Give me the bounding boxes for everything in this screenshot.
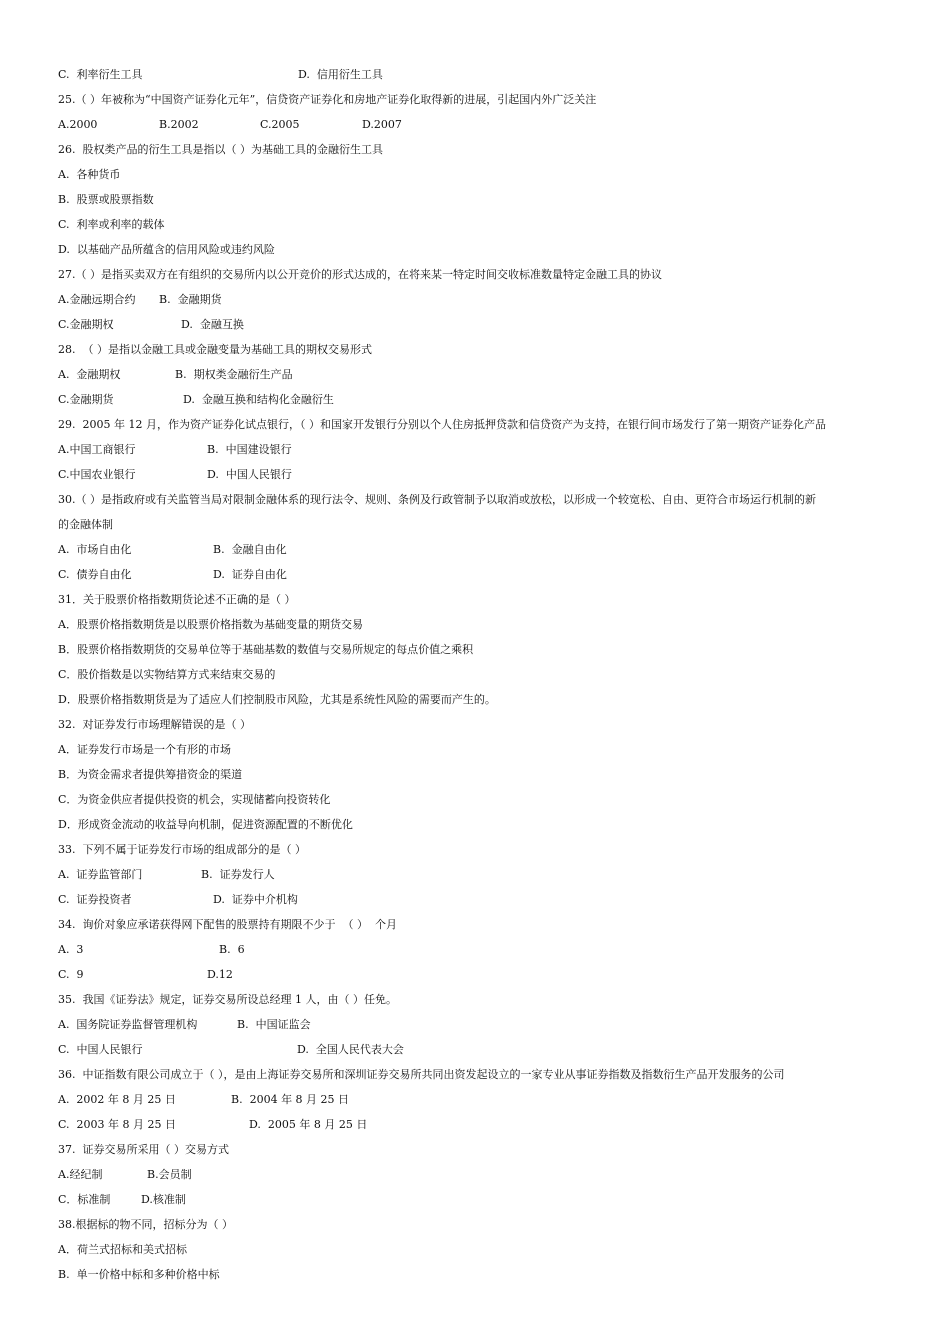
option-a: A. 金融期权	[58, 368, 121, 381]
option-c: C.中国农业银行	[58, 468, 136, 481]
option-a: A. 2002 年 8 月 25 日	[58, 1093, 176, 1106]
option-d: D. 全国人民代表大会	[297, 1043, 404, 1056]
option-a: A.2000	[58, 118, 98, 131]
option-c: C.金融期货	[58, 393, 114, 406]
question-text: 29. 2005 年 12 月，作为资产证券化试点银行，（ ）和国家开发银行分别以个人住房抵押贷款和信贷资产为支持，在银行间市场发行了第一期资产证券化产品	[58, 418, 826, 431]
option-b: B. 单一价格中标和多种价格中标	[58, 1268, 220, 1281]
question-text: 33. 下列不属于证券发行市场的组成部分的是（ ）	[58, 843, 306, 856]
option-b: B. 6	[219, 943, 245, 956]
option-line	[58, 812, 353, 837]
question-35	[58, 987, 397, 1012]
option-b: B. 金融期货	[159, 293, 222, 306]
option-a: A．股票价格指数期货是以股票价格指数为基础变量的期货交易	[58, 618, 363, 631]
option-d: D. 金融互换	[181, 318, 244, 331]
question-text: 26. 股权类产品的衍生工具是指以（ ）为基础工具的金融衍生工具	[58, 143, 383, 156]
option-line	[58, 212, 165, 237]
question-30	[58, 487, 816, 512]
option-line	[58, 162, 120, 187]
option-d: D. 金融互换和结构化金融衍生	[183, 393, 334, 406]
option-a: A.金融远期合约	[58, 293, 136, 306]
option-a: A. 各种货币	[58, 168, 121, 181]
question-text: 28. （ ）是指以金融工具或金融变量为基础工具的期权交易形式	[58, 343, 372, 356]
option-line	[58, 937, 245, 962]
option-d: D. 2005 年 8 月 25 日	[249, 1118, 368, 1131]
option-line	[58, 1087, 349, 1112]
option-c: C.2005	[260, 118, 300, 131]
option-d: D. 以基础产品所蕴含的信用风险或违约风险	[58, 243, 275, 256]
option-b: B. 中国证监会	[237, 1018, 311, 1031]
option-d: D.12	[207, 968, 233, 981]
option-line	[58, 287, 222, 312]
question-text: 32. 对证券发行市场理解错误的是（ ）	[58, 718, 251, 731]
option-line	[58, 312, 244, 337]
option-a: A.经纪制	[58, 1168, 103, 1181]
question-text: 的金融体制	[58, 518, 113, 531]
option-c: C. 债券自由化	[58, 568, 132, 581]
option-b: B. 中国建设银行	[207, 443, 292, 456]
option-a: A. 市场自由化	[58, 543, 132, 556]
option-c: C．股价指数是以实物结算方式来结束交易的	[58, 668, 276, 681]
option-b: B. 金融自由化	[213, 543, 287, 556]
question-text: 37. 证券交易所采用（ ）交易方式	[58, 1143, 229, 1156]
option-line	[58, 387, 334, 412]
option-line	[58, 862, 275, 887]
option-line	[58, 962, 233, 987]
option-line	[58, 112, 402, 137]
option-line	[58, 1112, 367, 1137]
option-d: D.核准制	[141, 1193, 186, 1206]
question-33	[58, 837, 306, 862]
option-c: C. 9	[58, 968, 84, 981]
question-32	[58, 712, 251, 737]
option-c: C. 利率或利率的载体	[58, 218, 165, 231]
option-line	[58, 437, 292, 462]
option-line	[58, 1012, 311, 1037]
option-a: A.中国工商银行	[58, 443, 136, 456]
option-a: A．证券发行市场是一个有形的市场	[58, 743, 231, 756]
option-d: D. 中国人民银行	[207, 468, 292, 481]
option-line	[58, 62, 383, 87]
option-a: A．荷兰式招标和美式招标	[58, 1243, 187, 1256]
question-text: 35. 我国《证券法》规定，证券交易所设总经理 1 人，由（ ）任免。	[58, 993, 397, 1006]
question-37	[58, 1137, 229, 1162]
option-d: D．股票价格指数期货是为了适应人们控制股市风险，尤其是系统性风险的需要而产生的。	[58, 693, 496, 706]
option-d: D.2007	[362, 118, 402, 131]
question-text: 27.（ ）是指买卖双方在有组织的交易所内以公开竞价的形式达成的，在将来某一特定时间交收标准数量特定金融工具的协议	[58, 268, 662, 281]
question-36	[58, 1062, 784, 1087]
option-line	[58, 787, 330, 812]
question-text: 25.（ ）年被称为“中国资产证券化元年”，信贷资产证券化和房地产证券化取得新的进展，引起国内外广泛关注	[58, 93, 597, 106]
question-30-continued	[58, 512, 113, 537]
option-line	[58, 887, 298, 912]
option-b: B．为资金需求者提供筹措资金的渠道	[58, 768, 243, 781]
option-a: A. 证券监管部门	[58, 868, 143, 881]
option-line	[58, 187, 154, 212]
option-line	[58, 1037, 404, 1062]
option-line	[58, 237, 275, 262]
option-d: D. 证券中介机构	[213, 893, 298, 906]
option-b: B. 期权类金融衍生产品	[175, 368, 293, 381]
option-line	[58, 762, 242, 787]
question-38	[58, 1212, 233, 1237]
option-line	[58, 637, 473, 662]
option-line	[58, 1187, 186, 1212]
option-d: D．形成资金流动的收益导向机制，促进资源配置的不断优化	[58, 818, 353, 831]
option-line	[58, 737, 231, 762]
option-line	[58, 662, 275, 687]
option-a: A. 国务院证券监督管理机构	[58, 1018, 198, 1031]
question-25	[58, 87, 596, 112]
question-31	[58, 587, 296, 612]
option-b: B.会员制	[147, 1168, 192, 1181]
option-b: B. 2004 年 8 月 25 日	[231, 1093, 350, 1106]
option-line	[58, 362, 293, 387]
option-c: C．为资金供应者提供投资的机会，实现储蓄向投资转化	[58, 793, 331, 806]
option-c: C.金融期权	[58, 318, 114, 331]
question-text: 31．关于股票价格指数期货论述不正确的是（ ）	[58, 593, 296, 606]
option-line	[58, 562, 287, 587]
question-text: 36. 中证指数有限公司成立于（ ），是由上海证券交易所和深圳证券交易所共同出资发起设立的一家专业从事证券指数及指数衍生产品开发服务的公司	[58, 1068, 785, 1081]
question-text: 38.根据标的物不同，招标分为（ ）	[58, 1218, 233, 1231]
option-b: B.2002	[159, 118, 199, 131]
option-b: B. 证券发行人	[201, 868, 275, 881]
option-c: C. 利率衍生工具	[58, 68, 143, 81]
option-c: C. 证券投资者	[58, 893, 132, 906]
option-c: C. 2003 年 8 月 25 日	[58, 1118, 176, 1131]
question-text: 30.（ ）是指政府或有关监管当局对限制金融体系的现行法令、规则、条例及行政管制予以取消或放松，以形成一个较宽松、自由、更符合市场运行机制的新	[58, 493, 816, 506]
option-line	[58, 1162, 192, 1187]
option-c: C．标准制	[58, 1193, 111, 1206]
option-line	[58, 1262, 220, 1287]
option-b: B．股票价格指数期货的交易单位等于基础基数的数值与交易所规定的每点价值之乘积	[58, 643, 474, 656]
option-line	[58, 687, 496, 712]
option-line	[58, 1237, 187, 1262]
option-line	[58, 537, 287, 562]
question-34	[58, 912, 397, 937]
option-c: C. 中国人民银行	[58, 1043, 143, 1056]
option-line	[58, 462, 292, 487]
question-29	[58, 412, 826, 437]
option-d: D. 证券自由化	[213, 568, 287, 581]
question-27	[58, 262, 662, 287]
option-b: B. 股票或股票指数	[58, 193, 154, 206]
question-text: 34. 询价对象应承诺获得网下配售的股票持有期限不少于 （ ） 个月	[58, 918, 397, 931]
option-line	[58, 612, 363, 637]
question-26	[58, 137, 383, 162]
question-28	[58, 337, 372, 362]
option-d: D. 信用衍生工具	[298, 68, 383, 81]
option-a: A. 3	[58, 943, 84, 956]
